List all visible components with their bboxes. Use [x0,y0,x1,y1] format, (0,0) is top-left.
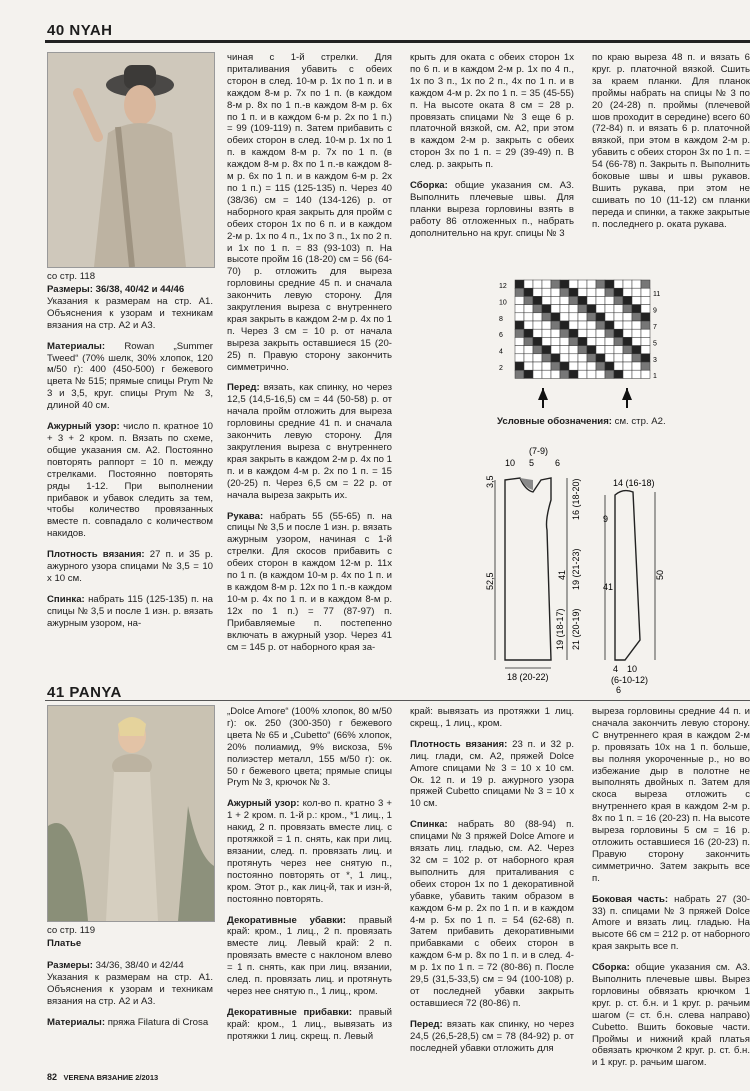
section-divider [45,700,750,701]
chart-cell [641,321,650,329]
sizes-value-2: 34/36, 38/40 и 42/44 [95,960,184,971]
chart-cell [560,280,569,288]
chart-cell [551,354,560,362]
chart-cell [533,305,542,313]
dim-lower-2: 21 (20-19) [571,608,581,650]
chart-cell [587,296,596,304]
chart-cell [596,321,605,329]
chart-cell [578,370,587,378]
chart-cell [632,370,641,378]
dim-top-width-left: 10 [505,458,516,468]
chart-cell [569,329,578,337]
inc-label: Декоративные прибавки: [227,1006,353,1018]
chart-cell [560,296,569,304]
materials-text-2: пряжа Filatura di Crosa [107,1016,209,1028]
chart-row-label-left: 6 [499,332,503,340]
legend [497,416,697,428]
side-text: набрать 27 (30-33) п. спицами № 3 пряжей Dolce Amore и вязать лиц. гладью. На высоте 66 см = 212 р. от наборного края закрыть все п. [592,893,750,953]
chart-cell [614,329,623,337]
chart-cell [623,370,632,378]
density-label: Плотность вязания: [47,549,145,561]
chart-row-label-left: 8 [499,315,503,323]
chart-cell [560,337,569,345]
chart-cell [524,337,533,345]
chart-cell [569,354,578,362]
openwork-text-2: кол-во п. кратно 3 + 1 + 2 кром. п. 1-й р.: кром., *1 лиц., 1 накид, 2 п. провязать вместе лиц. с протяжкой = 1 п. снять, как при лиц. вязании, след. п. провязать лиц. и протянуть через нее снятую п., постоянно повторять от *, 1 лиц., кром. Этот р., как лиц-й, так и изн-й, постоянно повторять. [227,798,392,905]
chart-cell [578,296,587,304]
assembly-label: Сборка: [410,180,448,192]
dim-left-top: 3,5 [485,475,495,488]
chart-cell [632,280,641,288]
chart-cell [569,346,578,354]
garment-schematic [485,440,750,695]
density-text: 27 п. и 35 р. ажурного узора спицами № 3,5 = 10 х 10 см. [47,549,213,584]
chart-cell [605,296,614,304]
panya-column-4 [592,706,750,1078]
back-text: набрать 115 (125-135) п. на спицы № 3,5 и после 1 изн. р. вязать ажурным узором, на- [47,593,213,629]
chart-cell [641,346,650,354]
materials-label-2: Материалы: [47,1016,106,1028]
chart-cell [551,346,560,354]
chart-cell [632,288,641,296]
chart-cell [524,329,533,337]
inc-continued: край: вывязать из протяжки 1 лиц. скрещ., 1 лиц., кром. [410,706,574,729]
dim-mid-right: 16 (18-20) [571,478,581,520]
chart-cell [542,296,551,304]
chart-cell [542,346,551,354]
back-text-2: набрать 80 (88-94) п. спицами № 3 пряжей Dolce Amore и вязать лиц. гладью, см. А2. Через 32 см = 102 р. от наборного края выполнить для приталивания с обеих сторон 1х по 1 декоративной убавке, убавить таким образом в каждом 6-м р. 2х по 1 п. и в каждом 4-м р. 5х по 1 п. = 54 (62-68) п. Затем прибавить декоративными прибавками с обеих сторон в каждом 6-м р. 8х по 1 п. и в след. 4-м р. 1х по 1 п. = 72 (80-86) п. После 29,5 (31,5-33,5) см = 94 (100-108) р. от последней убавки закрыть оставшиеся 72 (80-86) п. [410,819,574,1009]
chart-cell [533,370,542,378]
chart-cell [542,354,551,362]
chart-cell [605,354,614,362]
chart-cell [614,288,623,296]
chart-cell [533,354,542,362]
chart-cell [641,313,650,321]
chart-cell [569,280,578,288]
chart-cell [632,337,641,345]
chart-cell [596,329,605,337]
chart-cell [605,346,614,354]
chart-cell [605,280,614,288]
chart-cell [515,337,524,345]
chart-cell [596,313,605,321]
legend-text: см. стр. А2. [614,416,666,427]
chart-cell [551,296,560,304]
chart-row-label-left: 10 [499,299,507,307]
chart-cell [560,288,569,296]
chart-cell [551,337,560,345]
model-photo-panya [47,705,215,922]
chart-cell [632,362,641,370]
chart-cell [587,305,596,313]
chart-cell [515,370,524,378]
chart-cell [632,329,641,337]
chart-cell [515,321,524,329]
chart-cell [569,296,578,304]
chart-cell [524,370,533,378]
sleeve-continued: крыть для оката с обеих сторон 1х по 6 п. и в каждом 2-м р. 1х по 4 п., 1х по 3 п., 1х по 2 п., 4х по 1 п. и в каждом 4-м р. 2х по 1 п. = 35 (45-55) п. На высоте оката 8 см = 28 р. провязать спицами № 3 еще 6 р. платочной вязкой, см. А2, при этом в каждом 2-м р. закрыть с обеих сторон 3х по 1 п. = 29 (39-49) п. В след. р. закрыть п. [410,52,574,171]
chart-cell [596,337,605,345]
chart-cell [605,305,614,313]
chart-cell [623,296,632,304]
chart-cell [533,329,542,337]
section-number: 40 [47,22,65,39]
chart-cell [569,305,578,313]
chart-cell [623,321,632,329]
chart-cell [614,354,623,362]
chart-cell [560,305,569,313]
assembly-label-2: Сборка: [592,962,630,974]
front-text-2: вязать как спинку, но через 24,5 (26,5-28,5) см = 78 (84-92) р. от последней убавки отложить для [410,1018,574,1054]
chart-cell [551,305,560,313]
chart-cell [542,288,551,296]
nyah-column-1 [47,284,213,639]
chart-cell [587,313,596,321]
chart-cell [569,313,578,321]
back-label-2: Спинка: [410,819,448,831]
chart-cell [578,354,587,362]
dim-right-low: 19 (21-23) [571,548,581,590]
dim-total-height: 52,5 [485,572,495,590]
chart-cell [515,354,524,362]
chart-cell [515,288,524,296]
assembly-text-2: общие указания см. А3. Выполнить плечевые швы. Вырез горловины обвязать крючком 1 круг. р. ст. б.н. и 1 круг. р. рачьим шагом (= ст. б.н. слева направо) Cubetto. Вшить боковые части. Проймы и нижний край платья обвязать крючком 2 круг. р. ст. б.н. и 1 круг. р. рачьим шагом. [592,962,750,1069]
dim-sleeve-length: 50 [655,569,665,580]
front-text: вязать, как спинку, но через 12,5 (14,5-16,5) см = 44 (50-58) р. от начала пройм отложить для выреза горловины средние 41 п. и сначала закончить левую сторону. Для закругления выреза с внутреннего края закрыть в каждом 2-м р. 4х по 1 п. и в каждом 4-м р. 2х по 1 п. = 15 (20-25) п. Через 6,5 см = 22 р. от начала выреза закрыть их. [227,382,392,501]
chart-cell [587,346,596,354]
header-rule [45,40,750,43]
dec-label: Декоративные убавки: [227,914,346,926]
chart-cell [569,288,578,296]
section-name-2: PANYA [69,684,122,701]
chart-cell [614,296,623,304]
nyah-column-4 [592,52,750,240]
page-number: 82 [47,1072,58,1082]
chart-cell [533,288,542,296]
chart-row-label-right: 1 [653,373,657,381]
chart-cell [578,329,587,337]
section-title-panya [47,684,122,701]
chart-cell [587,370,596,378]
chart-cell [587,354,596,362]
chart-cell [623,329,632,337]
knitting-chart [495,276,661,406]
chart-cell [605,370,614,378]
chart-cell [542,362,551,370]
side-label: Боковая часть: [592,893,669,905]
knitting-chart-grid [495,276,661,406]
front-label-2: Перед: [410,1018,443,1030]
chart-cell [632,346,641,354]
chart-cell [524,280,533,288]
chart-cell [632,305,641,313]
chart-cell [614,370,623,378]
chart-cell [587,329,596,337]
materials-label: Материалы: [47,340,106,352]
chart-cell [623,288,632,296]
dim-sleeve-cap: 9 [603,514,609,524]
nyah-column-3 [410,52,574,249]
chart-row-label-right: 3 [653,356,657,364]
chart-cell [542,329,551,337]
chart-cell [623,313,632,321]
chart-row-label-left: 2 [499,365,503,372]
schematic-drawing [485,440,750,695]
chart-cell [524,296,533,304]
chart-cell [515,305,524,313]
chart-cell [569,362,578,370]
chart-cell [641,362,650,370]
chart-cell [524,305,533,313]
inc-text: правый край: кром., 1 лиц., вывязать из протяжки 1 лиц. скрещ. п. Левый [227,1006,392,1042]
chart-cell [560,354,569,362]
chart-cell [578,288,587,296]
chart-cell [641,305,650,313]
section-title-nyah [47,22,113,39]
chart-cell [614,305,623,313]
chart-cell [533,296,542,304]
chart-cell [524,288,533,296]
chart-cell [605,313,614,321]
chart-cell [551,280,560,288]
chart-cell [542,321,551,329]
chart-cell [623,362,632,370]
chart-cell [542,337,551,345]
chart-cell [614,321,623,329]
chart-cell [623,346,632,354]
chart-cell [632,321,641,329]
chart-cell [605,337,614,345]
chart-cell [524,321,533,329]
garment-type: Платье [47,938,82,949]
dim-bottom-width: 18 (20-22) [507,672,549,682]
chart-cell [560,321,569,329]
chart-cell [578,337,587,345]
chart-row-label-right: 9 [653,307,657,315]
dim-top-width-middle: 5 [529,458,535,468]
chart-cell [614,313,623,321]
openwork-label-2: Ажурный узор: [227,798,300,810]
chart-cell [551,288,560,296]
chart-cell [560,370,569,378]
photo-illustration-2 [48,706,214,921]
chart-cell [578,362,587,370]
dim-lower: 19 (18-17) [555,608,565,650]
chart-cell [578,313,587,321]
chart-cell [623,280,632,288]
sizes-note: Указания к размерам на стр. А1. Объяснения к узорам и техникам вязания на стр. А2 и А3. [47,295,213,331]
materials-text: Rowan „Summer Tweed“ (70% шелк, 30% хлопок, 120 м/50 г): 400 (450-500) г бежевого цвета № 515; прямые спицы Prym № 3 и 3,5, круг. спицы Prym № 3, длиной 40 см. [47,340,213,412]
chart-cell [515,362,524,370]
chart-cell [632,313,641,321]
chart-cell [569,337,578,345]
chart-cell [515,296,524,304]
chart-cell [641,370,650,378]
chart-cell [524,362,533,370]
chart-cell [641,354,650,362]
photo-caption-panya: со стр. 119 [47,925,96,936]
chart-cell [605,329,614,337]
sizes-value: 36/38, 40/42 и 44/46 [95,284,185,295]
chart-cell [641,296,650,304]
dim-top-width-right: 6 [555,458,561,468]
chart-row-label-left: 12 [499,283,507,290]
back-label: Спинка: [47,593,85,605]
chart-cell [551,313,560,321]
chart-cell [542,280,551,288]
chart-cell [587,288,596,296]
dim-sleeve-bottom-2: (6-10-12) [611,675,649,685]
chart-cell [569,370,578,378]
chart-cell [596,354,605,362]
assembly-continued: по краю выреза 48 п. и вязать 6 круг. р. платочной вязкой. Сшить за краем планки. Для планок проймы набрать на спицы № 3 по 20 (24-28) п. проймы (плечевой шов проходит в середине) всего 60 (72-84) п. и вязать 6 р. платочной вязкой, при этом в каждом 2-м р. убавить с обеих сторон 3х по 1 п. = 54 (66-78) п. Закрыть п. Выполнить боковые швы и швы рукавов. Вшить рукава, при этом не сшивать по 10 (11-12) см планки переда и спинки, а также закрытые п. последнего р. оката рукава. [592,52,750,230]
chart-cell [587,280,596,288]
dim-top-front: (7-9) [529,446,549,456]
chart-cell [632,296,641,304]
chart-cell [641,337,650,345]
chart-cell [587,337,596,345]
chart-cell [524,354,533,362]
panya-column-2 [227,706,392,1052]
chart-cell [551,370,560,378]
chart-cell [533,346,542,354]
chart-cell [533,337,542,345]
dim-sleeve-bottom-3: 6 [616,685,622,695]
chart-cell [623,337,632,345]
photo-illustration [48,53,214,267]
chart-cell [578,280,587,288]
openwork-text: число п. кратное 10 + 3 + 2 кром. п. Вязать по схеме, общие указания см. А2. Постоянно повторять раппорт = 10 п. между стрелками. Постоянно повторять ряды 1-12. При выполнении прибавок и убавок следить за тем, чтобы количество провязанных вместе п. совпадало с количеством накидов. [47,421,213,540]
chart-cell [515,329,524,337]
magazine-name: VERENA ВЯЗАНИЕ 2/2013 [63,1073,159,1082]
nyah-column-2 [227,52,392,662]
dim-sleeve-body: 41 [603,582,614,592]
chart-cell [551,329,560,337]
chart-cell [641,288,650,296]
chart-cell [560,313,569,321]
materials-continued: „Dolce Amore“ (100% хлопок, 80 м/50 г): ок. 250 (300-350) г бежевого цвета № 65 и „Cubetto“ (66% хлопок, 20% полиамид, 9% вискоза, 5% полиэстер металл, 155 м/50 г): ок. 50 г бежевого цвета; прямые спицы Prym № 3, крючок № 3. [227,706,392,789]
chart-cell [641,329,650,337]
panya-column-3 [410,706,574,1063]
body-outline [505,478,551,660]
chart-cell [560,362,569,370]
chart-cell [533,280,542,288]
chart-cell [596,288,605,296]
chart-cell [632,354,641,362]
sizes-label-2: Размеры: [47,960,93,971]
chart-cell [515,280,524,288]
sleeve-label: Рукава: [227,510,264,522]
dec-text: правый край: кром., 1 лиц., 2 п. провязать вместе лиц. Левый край: 2 п. провязать вместе с наклоном влево = 1 п. снять, как при лиц. вязании, след. п. провязать лиц. и протянуть через нее снятую п., 1 лиц., кром. [227,914,392,997]
chart-cell [524,313,533,321]
dim-side-height: 41 [557,569,567,580]
chart-cell [515,346,524,354]
chart-cell [587,362,596,370]
chart-cell [569,321,578,329]
chart-cell [542,370,551,378]
chart-row-label-right: 5 [653,340,657,348]
chart-row-label-left: 4 [499,348,503,356]
photo-caption-nyah: со стр. 118 [47,271,96,282]
chart-cell [533,362,542,370]
sizes-note-2: Указания к размерам на стр. А1. Объяснения к узорам и техникам вязания на стр. А2 и А3. [47,971,213,1007]
assembly-text: общие указания см. А3. Выполнить плечевые швы. Для планки выреза горловины взять в работу 86 отложенных п., набрать дополнительно на круг. спицы № 3 [410,180,574,239]
section-number-2: 41 [47,684,65,701]
panya-column-1 [47,960,213,1038]
page-footer [47,1072,158,1082]
chart-cell [596,370,605,378]
chart-cell [515,313,524,321]
chart-cell [587,321,596,329]
sleeve-text: набрать 55 (55-65) п. на спицы № 3,5 и после 1 изн. р. вязать ажурным узором, начиная с 1-й стрелки. Для скосов прибавить с обеих сторон в каждом 12-м р. 11х по 1 п. (в каждом 10-м р. 4х по 1 п. и в каждом 8-м р. 12х по 1 п.-в каждом 10-м р. 4х по 1 п. и в каждом 8-м р. 12х по 1 п.) = 77 (87-97) п. Прибавляемые п. постепенно включать в ажурный узор. Через 41 см = 145 р. от наборного края за- [227,510,392,653]
chart-cell [533,321,542,329]
chart-cell [623,354,632,362]
chart-cell [596,362,605,370]
chart-cell [596,346,605,354]
chart-cell [542,305,551,313]
chart-cell [578,346,587,354]
chart-cell [560,329,569,337]
chart-cell [605,362,614,370]
dim-sleeve-top: 14 (16-18) [613,478,655,488]
section-name: NYAH [69,22,113,39]
chart-cell [542,313,551,321]
chart-cell [605,288,614,296]
chart-cell [614,362,623,370]
chart-cell [578,305,587,313]
model-photo-nyah [47,52,215,268]
chart-cell [605,321,614,329]
openwork-label: Ажурный узор: [47,421,120,433]
chart-cell [524,346,533,354]
density-text-2: 23 п. и 32 р. лиц. глади, см. А2, пряжей Dolce Amore спицами № 3 = 10 х 10 см. Ок. 12 п. и 19 р. ажурного узора пряжей Cubetto спицами № 3 = 10 х 10 см. [410,738,574,810]
chart-cell [560,346,569,354]
front-label: Перед: [227,382,260,394]
chart-cell [578,321,587,329]
density-label-2: Плотность вязания: [410,738,508,750]
chart-cell [596,296,605,304]
back-continued: чиная с 1-й стрелки. Для приталивания убавить с обеих сторон в след. 10-м р. 1х по 1 п. и в каждом 8-м р. 7х по 1 п. (в каждом 8-м р. 8х по 1 п.-в каждом 8-м р. 6х по 1 п. и в каждом 6-м р. 2х по 1 п.) = 99 (109-119) п. Затем прибавить с обеих сторон в след. 10-м р. 1х по 1 п. в каждом 8-м р. 7х по 1 п. (в каждом 8-м р. 8х по 1 п.-в каждом 8-м р. 6х по 1 п. и в каждом 6-м р. 2х по 1 п.) = 115 (125-135) п. Через 40 (38/36) см = 140 (134-126) р. от наборного края закрыть для пройм с обеих сторон 1х по 6 п. и в каждом 2-м р. 1х по 4 п., 1х по 3 п., 1х по 2 п. и 1х по 1 п. = 83 (93-103) п. На высоте пройм 16 (18-20) см = 56 (64-70) р. отложить для выреза горловины средние 45 п. и сначала закончить левую сторону. Для закругления выреза с внутреннего края закрыть в каждом 2-м р. 4х по 1 п. Через 3 см = 10 р. от начала выреза закрыть оставшиеся 15 (20-25) п. Правую сторону закончить симметрично. [227,52,392,373]
chart-row-label-right: 7 [653,324,657,331]
dim-sleeve-bottom: 10 [627,664,638,674]
sizes-label: Размеры: [47,284,93,295]
chart-cell [623,305,632,313]
chart-cell [614,337,623,345]
dim-sleeve-bottom-left: 4 [613,664,619,674]
chart-cell [533,313,542,321]
chart-row-label-right: 11 [653,291,661,299]
sleeve-outline [615,491,640,660]
chart-cell [641,280,650,288]
chart-cell [551,321,560,329]
front-continued: выреза горловины средние 44 п. и сначала закончить левую сторону. С внутреннего края в каждом 2-м р. провязать 10х на 1 п. больше, вы полняя укороченные р., но во избежание дыр в полотне не выполнять двойных п. Затем для скоса выреза отложить с внутреннего края в каждом 2-м р. 8х по 1 п. = 16 (20-23) п. На высоте выреза горловины 5 см = 16 р. отложить оставшиеся 16 (20-23) п. Правую сторону закончить симметрично. Затем закрыть все п. [592,706,750,884]
chart-cell [614,280,623,288]
chart-cell [596,280,605,288]
legend-label: Условные обозначения: [497,416,612,427]
chart-cell [596,305,605,313]
chart-cell [614,346,623,354]
chart-cell [551,362,560,370]
